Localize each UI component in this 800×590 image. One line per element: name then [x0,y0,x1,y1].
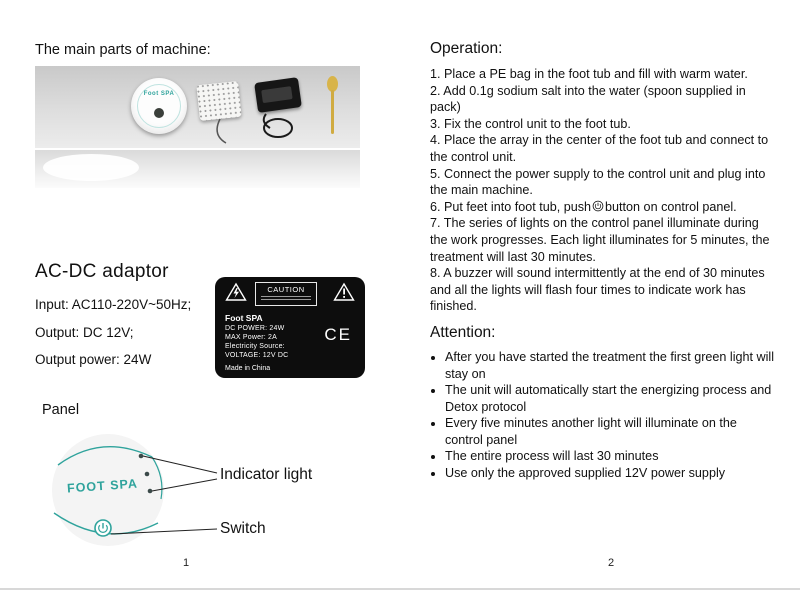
step-6-suffix: button on control panel. [605,199,737,214]
adaptor-spec-input: Input: AC110-220V~50Hz; [35,297,192,312]
reflection-ellipse [43,154,139,181]
operation-heading: Operation: [430,40,503,57]
operation-step-6 [430,199,776,216]
callout-switch: Switch [220,520,266,537]
power-icon [592,200,604,212]
label-product-name: Foot SPA [225,313,263,323]
caution-fineprint-line [261,296,311,297]
page-right [430,0,776,482]
operation-step-2: 2. Add 0.1g sodium salt into the water (spoon supplied in pack) [430,83,746,115]
panel-heading: Panel [42,402,80,418]
attention-item-1: • After you have started the treatment the first green light will stay on [445,349,776,382]
attention-item-3: • Every five minutes another light will illuminate on the control panel [445,415,776,448]
exclamation-triangle-icon [333,282,355,302]
indicator-led [145,472,150,477]
operation-step-8: 8. A buzzer will sound intermittently at the end of 30 minutes and all the lights will flash four times to indicate work has finished. [430,266,765,314]
foot-spa-photo-label: Foot SPA [143,91,175,97]
caution-fineprint-line [261,299,311,300]
panel-diagram [40,427,385,572]
indicator-led [148,489,153,494]
rating-label [215,277,365,378]
panel-brand-text: FOOT SPA [66,476,139,496]
label-spec-line: MAX Power: 2A [225,334,278,341]
operation-step-1: 1. Place a PE bag in the foot tub and fill with warm water. [430,67,748,81]
operation-step-5: 5. Connect the power supply to the control unit and plug into the main machine. [430,166,766,198]
adaptor-heading: AC-DC adaptor [35,261,169,282]
operation-step-7: 7. The series of lights on the control panel illuminate during the work progresses. Each light illuminates for 5 minutes, the treatment will last 30 minutes. [430,216,770,264]
page-number-right: 2 [608,557,615,569]
power-button-icon [95,520,111,536]
parts-heading: The main parts of machine: [35,42,211,58]
photo-reflection [35,150,360,188]
parts-photo-strip [35,66,360,148]
caution-text: CAUTION [267,285,305,294]
caution-box [255,282,317,306]
attention-heading: Attention: [430,323,496,341]
operation-step-3: 3. Fix the control unit to the foot tub. [430,116,631,131]
panel-drawing [40,427,385,572]
page-number-left: 1 [183,557,190,569]
operation-step-4: 4. Place the array in the center of the foot tub and connect to the control unit. [430,133,769,164]
adaptor-spec-output: Output: DC 12V; [35,325,134,340]
indicator-led [139,454,144,459]
photo-cables [35,66,360,148]
label-spec-line: Electricity Source: [225,343,285,350]
step-6-prefix: 6. Put feet into foot tub, push [430,199,592,214]
attention-item-4: • The entire process will last 30 minutes [445,448,776,465]
lightning-triangle-icon [225,282,247,302]
attention-list [430,349,776,482]
callout-indicator-light: Indicator light [220,466,313,483]
ce-mark: CE [324,325,352,344]
label-spec-line: DC POWER: 24W [225,325,285,332]
label-spec-line: VOLTAGE: 12V DC [225,352,289,359]
attention-item-5: • Use only the approved supplied 12V power supply [445,465,776,482]
made-in-china: Made in China [225,365,271,372]
adaptor-spec-power: Output power: 24W [35,352,152,367]
attention-item-2: • The unit will automatically start the energizing process and Detox protocol [445,382,776,415]
